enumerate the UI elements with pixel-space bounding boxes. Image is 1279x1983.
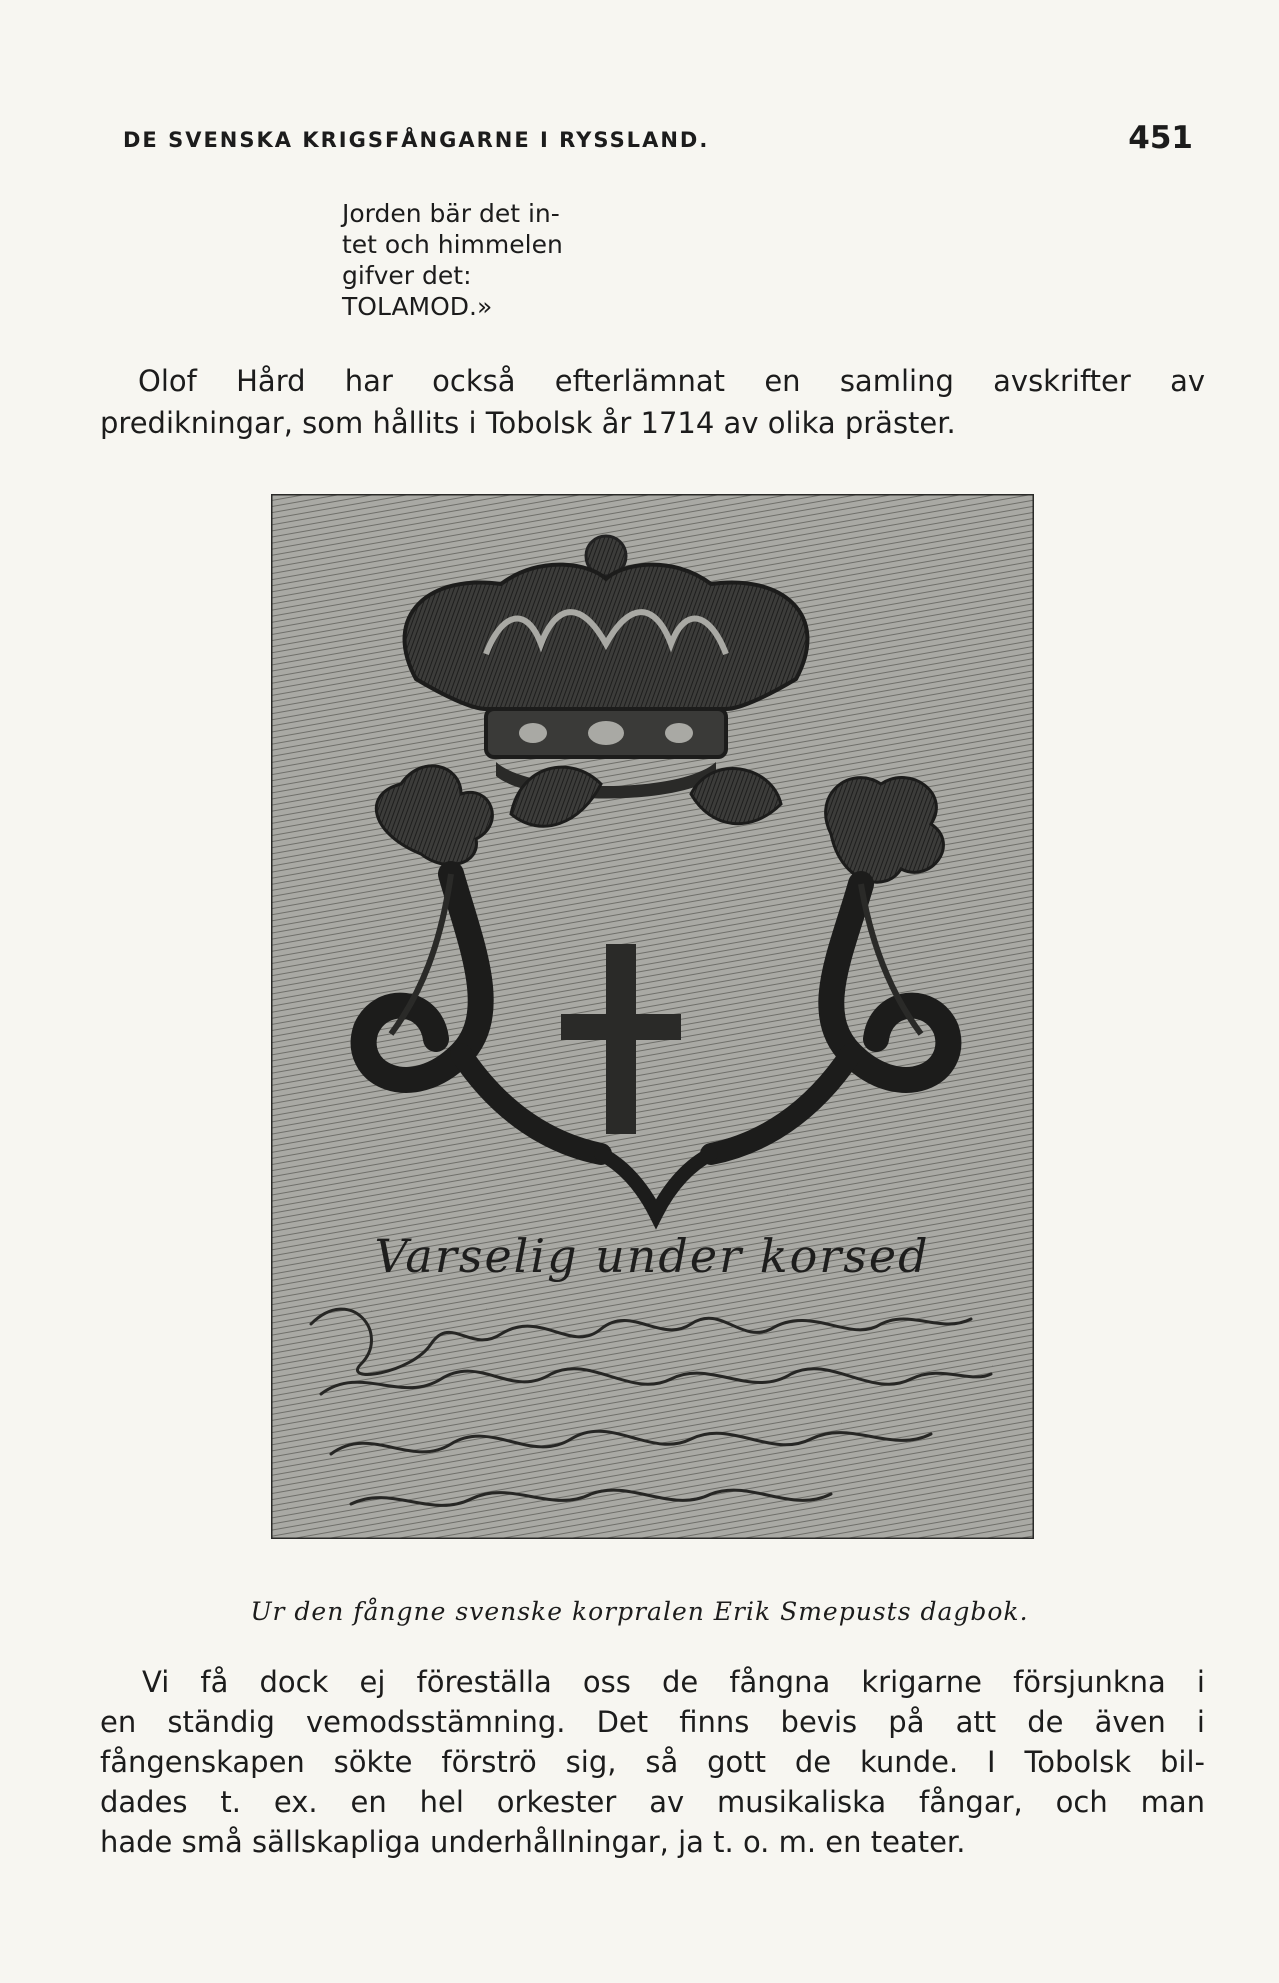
paragraph-line: fångenskapen sökte förströ sig, så gott de kunde. I Tobolsk bil- xyxy=(100,1745,1205,1779)
paragraph-sermons xyxy=(100,360,1205,444)
paragraph-orchestra xyxy=(100,1662,1205,1862)
paragraph-line: hade små sällskapliga underhållningar, ja t. o. m. en teater. xyxy=(100,1825,966,1859)
verse-quote xyxy=(342,198,563,322)
running-head xyxy=(123,120,1193,160)
paragraph-line: dades t. ex. en hel orkester av musikaliska fångar, och man xyxy=(100,1785,1205,1819)
paragraph-line: Vi få dock ej föreställa oss de fångna krigarne försjunkna i xyxy=(142,1665,1205,1699)
page-number: 451 xyxy=(1128,120,1193,156)
verse-line: tet och himmelen xyxy=(342,230,563,259)
script-line: Varselig under korsed xyxy=(374,1229,930,1283)
paragraph-line: en ständig vemodsstämning. Det finns bevis på att de även i xyxy=(100,1705,1205,1739)
diary-illustration xyxy=(271,494,1034,1539)
verse-line: Jorden bär det in- xyxy=(342,199,560,228)
verse-line: gifver det: xyxy=(342,261,472,290)
figure-caption: Ur den fångne svenske korpralen Erik Smepusts dagbok. xyxy=(250,1597,1029,1626)
paragraph-line: predikningar, som hållits i Tobolsk år 1714 av olika präster. xyxy=(100,406,956,440)
paragraph-line: Olof Hård har också efterlämnat en samling avskrifter av xyxy=(138,364,1205,398)
running-title: DE SVENSKA KRIGSFÅNGARNE I RYSSLAND. xyxy=(123,128,710,152)
verse-line: TOLAMOD.» xyxy=(342,292,493,321)
